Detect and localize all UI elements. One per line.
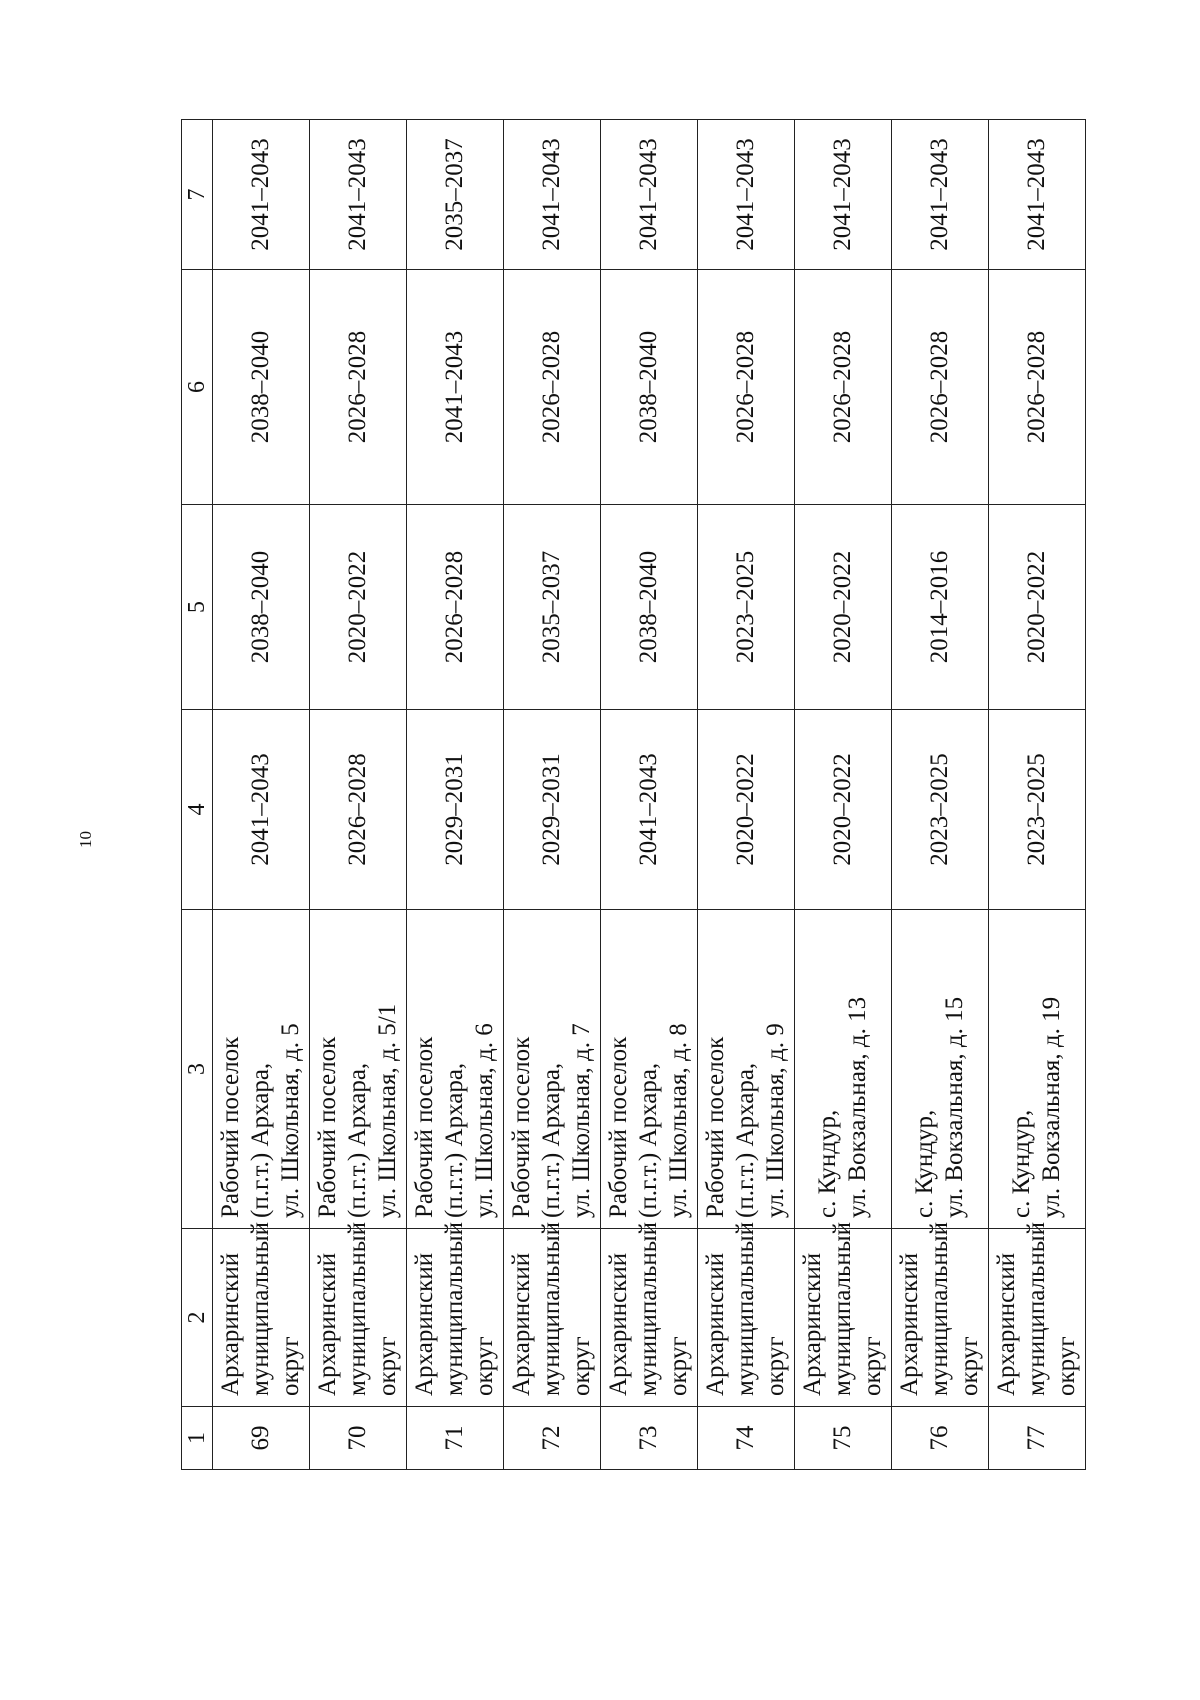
period-cell-6: 2026–2028 bbox=[504, 270, 601, 505]
cell-line: ул. Школьная, д. 6 bbox=[471, 1023, 498, 1218]
cell-line: муниципальный bbox=[1023, 1222, 1050, 1396]
cell-line: Архаринский bbox=[702, 1252, 729, 1396]
cell-line: Рабочий поселок bbox=[508, 1036, 535, 1218]
period-cell-7: 2041–2043 bbox=[601, 120, 698, 270]
cell-line: Рабочий поселок bbox=[605, 1036, 632, 1218]
period-cell-5: 2038–2040 bbox=[601, 505, 698, 710]
cell-line: округ bbox=[762, 1336, 789, 1396]
cell-line: (п.г.т.) Архара, bbox=[247, 1062, 274, 1218]
cell-line: (п.г.т.) Архара, bbox=[538, 1062, 565, 1218]
cell-line: ул. Вокзальная, д. 13 bbox=[844, 996, 871, 1218]
header-cell: 2 bbox=[182, 1229, 213, 1407]
table-row bbox=[601, 120, 698, 1470]
cell-line: муниципальный bbox=[441, 1222, 468, 1396]
cell-line: муниципальный bbox=[829, 1222, 856, 1396]
address-cell bbox=[407, 910, 504, 1229]
cell-line: (п.г.т.) Архара, bbox=[635, 1062, 662, 1218]
address-cell bbox=[310, 910, 407, 1229]
row-number: 73 bbox=[601, 1407, 698, 1470]
schedule-table bbox=[181, 119, 1086, 1470]
period-cell-7: 2041–2043 bbox=[795, 120, 892, 270]
address-cell bbox=[698, 910, 795, 1229]
cell-line: Рабочий поселок bbox=[411, 1036, 438, 1218]
header-cell: 5 bbox=[182, 505, 213, 710]
row-number: 70 bbox=[310, 1407, 407, 1470]
address-cell bbox=[795, 910, 892, 1229]
cell-line: округ bbox=[277, 1336, 304, 1396]
district-cell bbox=[795, 1222, 892, 1407]
cell-line: ул. Вокзальная, д. 19 bbox=[1038, 996, 1065, 1218]
period-cell-5: 2035–2037 bbox=[504, 505, 601, 710]
cell-line: ул. Школьная, д. 7 bbox=[568, 1023, 595, 1218]
period-cell-4: 2041–2043 bbox=[213, 710, 310, 910]
cell-line: муниципальный bbox=[538, 1222, 565, 1396]
cell-line: муниципальный bbox=[635, 1222, 662, 1396]
period-cell-6: 2026–2028 bbox=[310, 270, 407, 505]
period-cell-5: 2026–2028 bbox=[407, 505, 504, 710]
district-cell bbox=[892, 1222, 989, 1407]
table-row bbox=[213, 120, 310, 1470]
row-number: 77 bbox=[989, 1407, 1086, 1470]
period-cell-6: 2038–2040 bbox=[213, 270, 310, 505]
cell-line: муниципальный bbox=[732, 1222, 759, 1396]
period-cell-7: 2041–2043 bbox=[504, 120, 601, 270]
period-cell-6: 2038–2040 bbox=[601, 270, 698, 505]
cell-line: округ bbox=[471, 1336, 498, 1396]
header-cell: 3 bbox=[182, 910, 213, 1229]
district-cell bbox=[698, 1222, 795, 1407]
cell-line: Рабочий поселок bbox=[217, 1036, 244, 1218]
table-row bbox=[892, 120, 989, 1470]
cell-line: муниципальный bbox=[247, 1222, 274, 1396]
cell-line: Архаринский bbox=[314, 1252, 341, 1396]
cell-line: Архаринский bbox=[508, 1252, 535, 1396]
district-cell bbox=[407, 1222, 504, 1407]
district-cell bbox=[989, 1222, 1086, 1407]
cell-line: ул. Вокзальная, д. 15 bbox=[941, 996, 968, 1218]
address-cell bbox=[213, 910, 310, 1229]
address-cell bbox=[601, 910, 698, 1229]
cell-line: муниципальный bbox=[926, 1222, 953, 1396]
cell-line: округ bbox=[1053, 1336, 1080, 1396]
address-cell bbox=[989, 910, 1086, 1229]
cell-line: с. Кундур, bbox=[911, 1109, 938, 1218]
district-cell bbox=[601, 1222, 698, 1407]
cell-line: ул. Школьная, д. 5 bbox=[277, 1023, 304, 1218]
table-row bbox=[989, 120, 1086, 1470]
header-cell: 6 bbox=[182, 270, 213, 505]
cell-line: Рабочий поселок bbox=[314, 1036, 341, 1218]
district-cell bbox=[213, 1222, 310, 1407]
rotated-table-container bbox=[181, 120, 1156, 1470]
period-cell-7: 2041–2043 bbox=[310, 120, 407, 270]
cell-line: (п.г.т.) Архара, bbox=[344, 1062, 371, 1218]
period-cell-7: 2035–2037 bbox=[407, 120, 504, 270]
cell-line: ул. Школьная, д. 9 bbox=[762, 1023, 789, 1218]
row-number: 74 bbox=[698, 1407, 795, 1470]
cell-line: Архаринский bbox=[605, 1252, 632, 1396]
period-cell-5: 2038–2040 bbox=[213, 505, 310, 710]
district-cell bbox=[310, 1222, 407, 1407]
cell-line: Архаринский bbox=[799, 1252, 826, 1396]
cell-line: Архаринский bbox=[217, 1252, 244, 1396]
header-row bbox=[182, 120, 213, 1470]
period-cell-6: 2026–2028 bbox=[989, 270, 1086, 505]
cell-line: муниципальный bbox=[344, 1222, 371, 1396]
row-number: 76 bbox=[892, 1407, 989, 1470]
row-number: 72 bbox=[504, 1407, 601, 1470]
period-cell-6: 2026–2028 bbox=[892, 270, 989, 505]
cell-line: округ bbox=[956, 1336, 983, 1396]
cell-line: ул. Школьная, д. 8 bbox=[665, 1023, 692, 1218]
period-cell-5: 2023–2025 bbox=[698, 505, 795, 710]
address-cell bbox=[504, 910, 601, 1229]
table-row bbox=[407, 120, 504, 1470]
district-cell bbox=[504, 1222, 601, 1407]
cell-line: Рабочий поселок bbox=[702, 1036, 729, 1218]
cell-line: округ bbox=[859, 1336, 886, 1396]
header-cell: 4 bbox=[182, 710, 213, 910]
period-cell-6: 2026–2028 bbox=[795, 270, 892, 505]
period-cell-6: 2041–2043 bbox=[407, 270, 504, 505]
cell-line: округ bbox=[665, 1336, 692, 1396]
period-cell-5: 2020–2022 bbox=[795, 505, 892, 710]
period-cell-5: 2020–2022 bbox=[310, 505, 407, 710]
table-row bbox=[698, 120, 795, 1470]
row-number: 71 bbox=[407, 1407, 504, 1470]
row-number: 69 bbox=[213, 1407, 310, 1470]
period-cell-5: 2020–2022 bbox=[989, 505, 1086, 710]
period-cell-4: 2026–2028 bbox=[310, 710, 407, 910]
cell-line: Архаринский bbox=[411, 1252, 438, 1396]
cell-line: округ bbox=[568, 1336, 595, 1396]
period-cell-7: 2041–2043 bbox=[698, 120, 795, 270]
period-cell-4: 2029–2031 bbox=[504, 710, 601, 910]
cell-line: с. Кундур, bbox=[814, 1109, 841, 1218]
cell-line: округ bbox=[374, 1336, 401, 1396]
period-cell-6: 2026–2028 bbox=[698, 270, 795, 505]
period-cell-4: 2029–2031 bbox=[407, 710, 504, 910]
cell-line: Архаринский bbox=[993, 1252, 1020, 1396]
period-cell-7: 2041–2043 bbox=[989, 120, 1086, 270]
row-number: 75 bbox=[795, 1407, 892, 1470]
page-number: 10 bbox=[76, 831, 95, 848]
table-row bbox=[795, 120, 892, 1470]
cell-line: (п.г.т.) Архара, bbox=[732, 1062, 759, 1218]
header-cell: 7 bbox=[182, 120, 213, 270]
address-cell bbox=[892, 910, 989, 1229]
period-cell-7: 2041–2043 bbox=[213, 120, 310, 270]
period-cell-4: 2020–2022 bbox=[795, 710, 892, 910]
cell-line: с. Кундур, bbox=[1008, 1109, 1035, 1218]
cell-line: ул. Школьная, д. 5/1 bbox=[374, 1003, 401, 1218]
period-cell-7: 2041–2043 bbox=[892, 120, 989, 270]
header-cell: 1 bbox=[182, 1407, 213, 1470]
cell-line: Архаринский bbox=[896, 1252, 923, 1396]
cell-line: (п.г.т.) Архара, bbox=[441, 1062, 468, 1218]
table-row bbox=[310, 120, 407, 1470]
table-row bbox=[504, 120, 601, 1470]
period-cell-4: 2041–2043 bbox=[601, 710, 698, 910]
period-cell-4: 2023–2025 bbox=[892, 710, 989, 910]
period-cell-4: 2023–2025 bbox=[989, 710, 1086, 910]
period-cell-4: 2020–2022 bbox=[698, 710, 795, 910]
period-cell-5: 2014–2016 bbox=[892, 505, 989, 710]
